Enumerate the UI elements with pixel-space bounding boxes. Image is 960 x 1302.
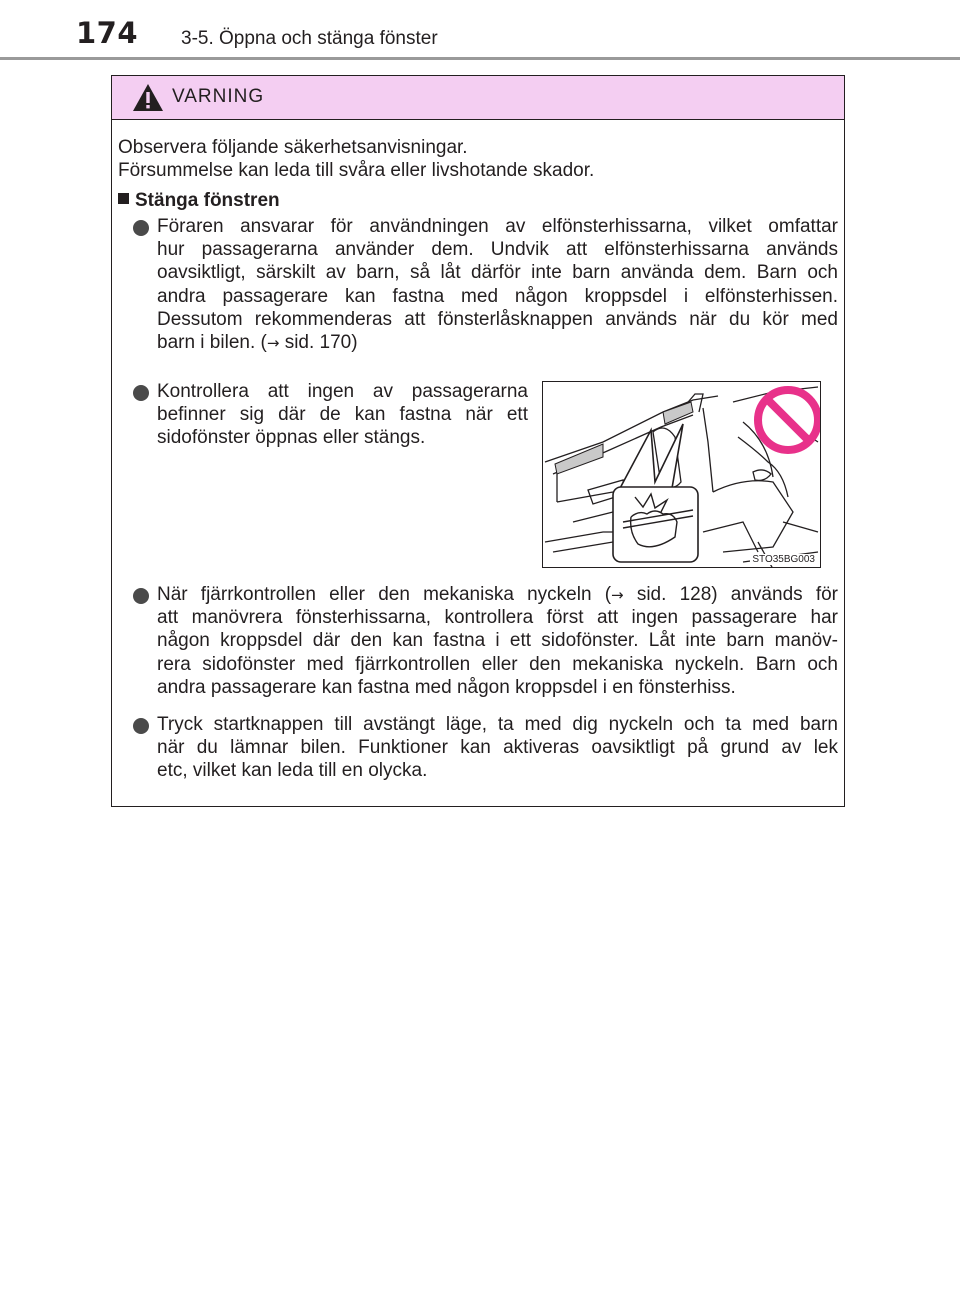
bullet-dot-icon	[133, 220, 149, 236]
bullet-4-line-3: etc, vilket kan leda till en olycka.	[157, 760, 428, 782]
bullet-1-line-4: andra passagerare kan fastna med någon kroppsdel i elfönsterhissen.	[157, 285, 838, 307]
illustration-car-window	[542, 381, 821, 568]
bullet-1-line-1: Föraren ansvarar för användningen av elfönsterhissarna, vilket omfattar	[157, 216, 838, 237]
bullet-4-line-2: när du lämnar bilen. Funktioner kan aktiveras oavsiktligt på grund av lek	[157, 737, 838, 759]
bullet-3-line-2: att manövrera fönsterhissarna, kontrollera först att ingen passagerare har	[157, 607, 838, 629]
bullet-3-ref-prefix: När fjärrkontrollen eller den mekaniska nyckeln (	[157, 584, 612, 605]
square-bullet-icon	[118, 193, 129, 204]
bullet-dot-icon	[133, 385, 149, 401]
warning-label: VARNING	[172, 86, 265, 107]
sub-heading	[118, 190, 280, 212]
prohibition-icon	[758, 390, 818, 450]
bullet-2-line-3: sidofönster öppnas eller stängs.	[157, 427, 426, 449]
figure-code: STO35BG003	[752, 554, 815, 565]
bullet-1-line-5: Dessutom rekommenderas att fönsterlåsknappen används när du kör med	[157, 308, 838, 330]
bullet-3-line-1	[157, 583, 838, 606]
warning-intro	[118, 136, 838, 182]
sub-heading-text: Stänga fönstren	[135, 190, 280, 211]
header-divider	[0, 57, 960, 60]
bullet-1-ref-prefix: barn i bilen. (	[157, 331, 267, 353]
bullet-2-text	[157, 380, 528, 450]
arrow-icon: →	[266, 333, 280, 352]
bullet-3-text	[157, 583, 838, 699]
bullet-1-line-6	[157, 331, 838, 354]
section-title: 3-5. Öppna och stänga fönster	[181, 28, 438, 49]
bullet-dot-icon	[133, 718, 149, 734]
page-header	[0, 0, 960, 62]
car-interior-drawing	[543, 382, 821, 568]
page-ref-link[interactable]: sid. 170)	[279, 331, 358, 353]
warning-triangle-icon	[132, 83, 164, 112]
bullet-1-text	[157, 215, 838, 354]
warning-header	[112, 76, 844, 120]
arrow-icon: →	[611, 586, 624, 604]
intro-line-1: Observera följande säkerhetsanvisningar.	[118, 137, 468, 158]
bullet-3-line-5: andra passagerare kan fastna med någon kroppsdel i en fönsterhiss.	[157, 676, 736, 698]
bullet-3-line-3: någon kroppsdel där den kan fastna i ett sidofönster. Låt inte barn manöv-	[157, 630, 838, 652]
intro-line-2: Försummelse kan leda till svåra eller livshotande skador.	[118, 160, 595, 181]
page-number: 174	[76, 16, 139, 50]
bullet-2-line-1: Kontrollera att ingen av passagerarna	[157, 381, 528, 402]
page-ref-link[interactable]: sid. 128) används för	[623, 584, 838, 605]
bullet-3-line-4: rera sidofönster med fjärrkontrollen eller den mekaniska nyckeln. Barn och	[157, 653, 838, 675]
bullet-1-line-2: hur passagerarna använder dem. Undvik att elfönsterhissarna används	[157, 239, 838, 261]
bullet-2-line-2: befinner sig där de kan fastna när ett	[157, 404, 528, 426]
bullet-1-line-3: oavsiktligt, särskilt av barn, så låt därför inte barn använda dem. Barn och	[157, 262, 838, 284]
bullet-dot-icon	[133, 588, 149, 604]
bullet-4-text	[157, 713, 838, 783]
bullet-4-line-1: Tryck startknappen till avstängt läge, ta med dig nyckeln och ta med barn	[157, 714, 838, 735]
